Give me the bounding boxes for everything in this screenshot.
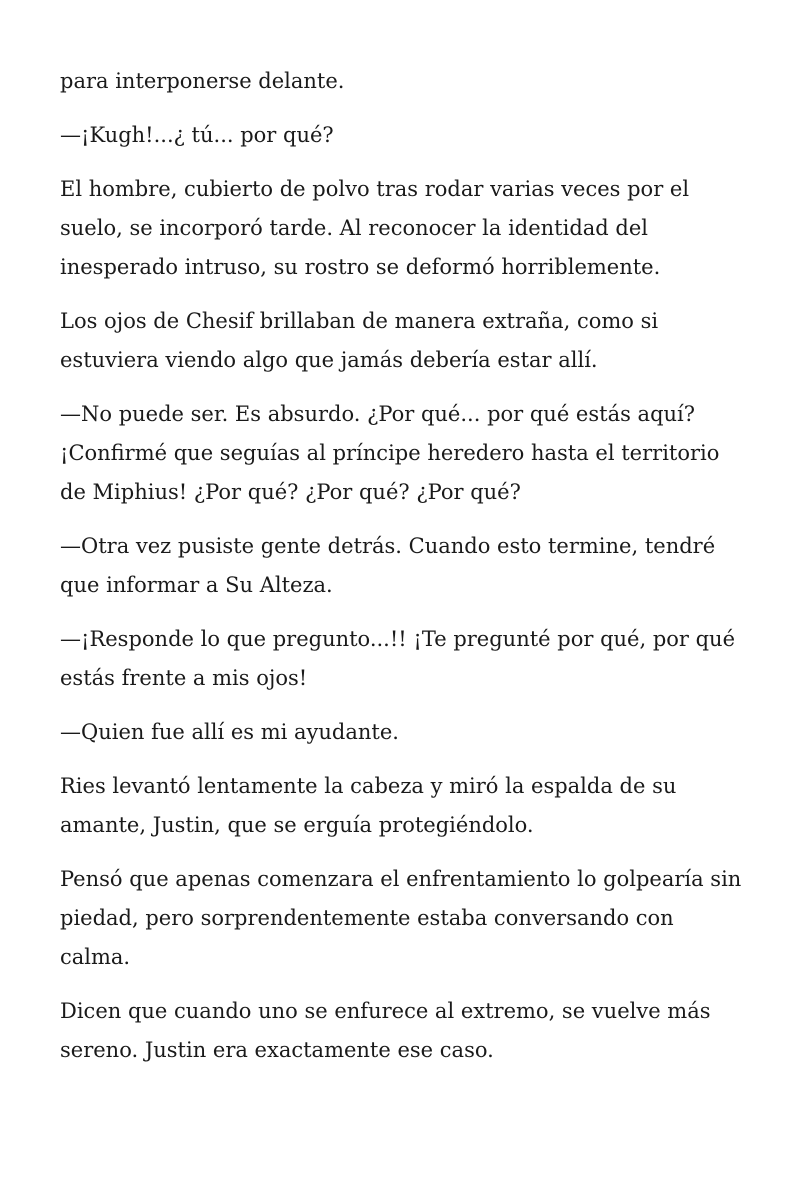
paragraph: —No puede ser. Es absurdo. ¿Por qué... por qué estás aquí? ¡Confirmé que seguías al príncipe heredero hasta el territorio de Miphius! ¿Por qué? ¿Por qué? ¿Por qué? [60,402,720,504]
paragraph: Pensó que apenas comenzara el enfrentamiento lo golpearía sin piedad, pero sorprendentemente estaba conversando con calma. [60,867,742,969]
reading-page [60,62,750,1085]
paragraph: —¡Kugh!...¿ tú... por qué? [60,123,334,147]
paragraph: Ries levantó lentamente la cabeza y miró la espalda de su amante, Justin, que se erguía protegiéndolo. [60,774,677,837]
paragraph: Dicen que cuando uno se enfurece al extremo, se vuelve más sereno. Justin era exactamente ese caso. [60,999,711,1062]
paragraph: —Quien fue allí es mi ayudante. [60,720,399,744]
paragraph: El hombre, cubierto de polvo tras rodar varias veces por el suelo, se incorporó tarde. Al reconocer la identidad del inesperado intruso, su rostro se deformó horriblemente. [60,177,690,279]
paragraph: Los ojos de Chesif brillaban de manera extraña, como si estuviera viendo algo que jamás debería estar allí. [60,309,659,372]
paragraph: —Otra vez pusiste gente detrás. Cuando esto termine, tendré que informar a Su Alteza. [60,534,716,597]
paragraph: —¡Responde lo que pregunto...!! ¡Te pregunté por qué, por qué estás frente a mis ojos! [60,627,736,690]
paragraph: para interponerse delante. [60,69,345,93]
